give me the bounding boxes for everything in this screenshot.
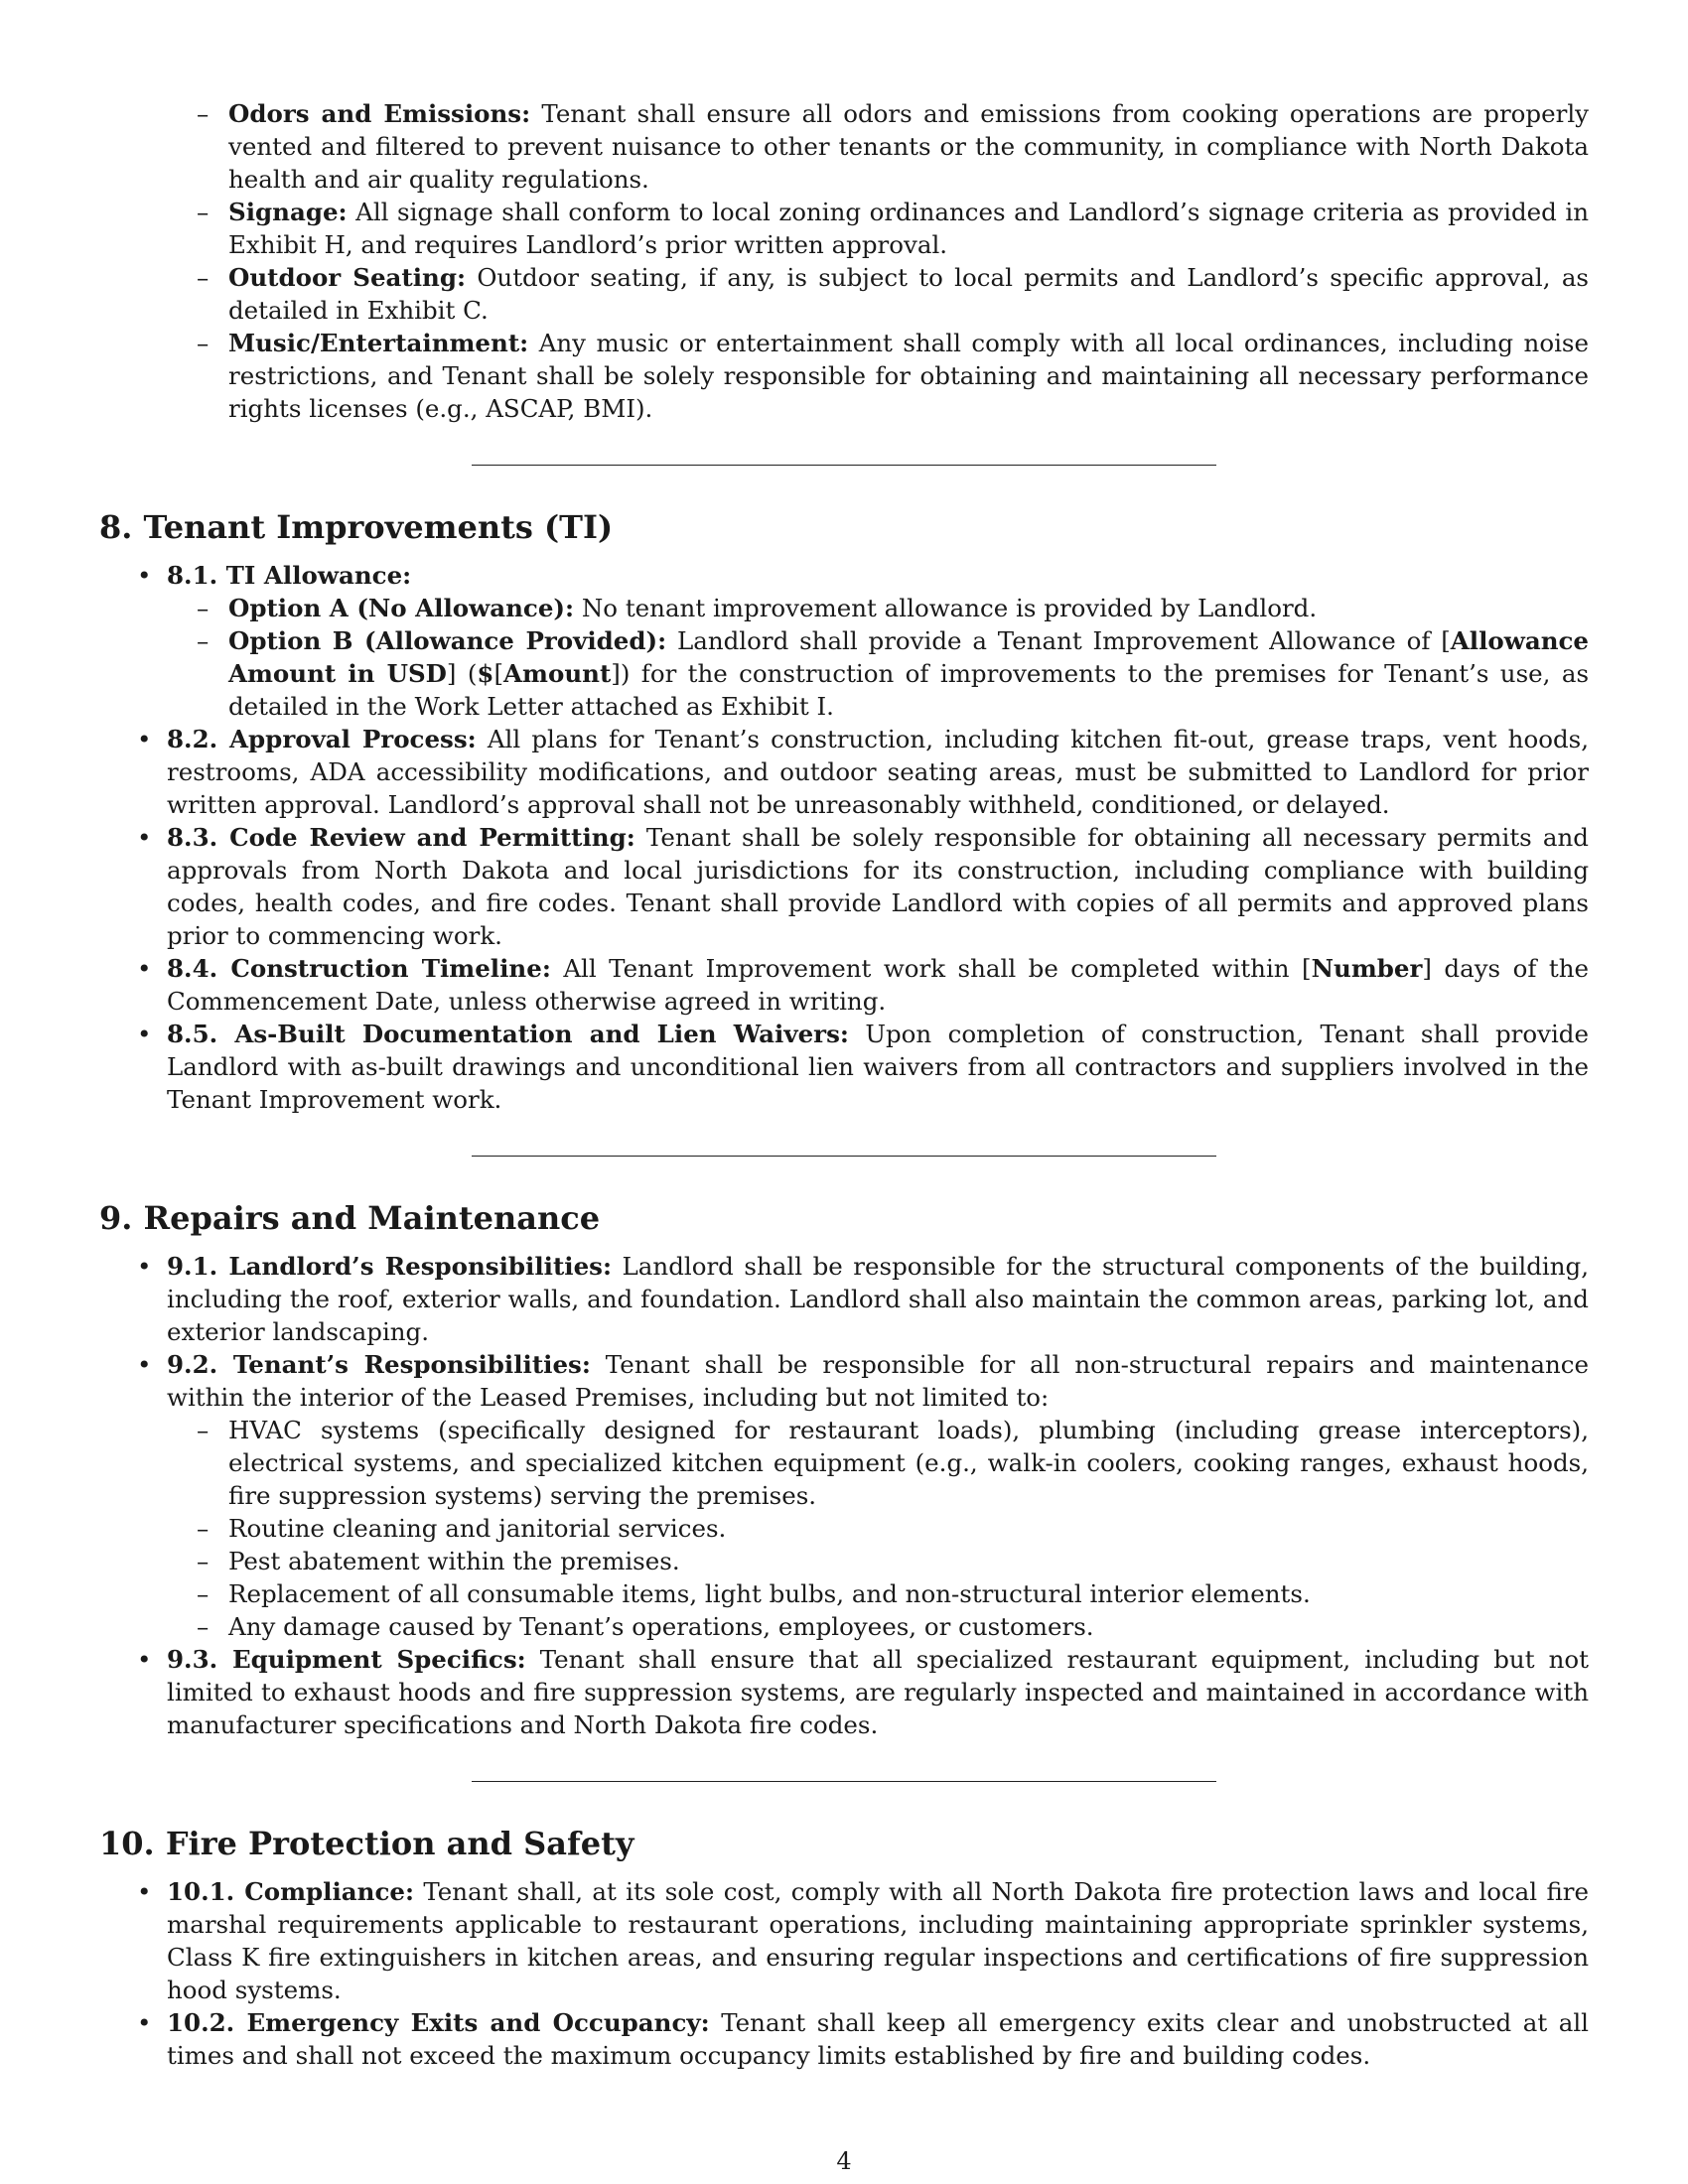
item-text: Tenant shall ensure that all specialized restaurant equipment, including but not limited to exhaust hoods and fire suppression systems, are regularly inspected and maintained in accordance with manufacturer specifications and North Dakota fire codes.: [167, 1645, 1589, 1739]
list-item-8-2: [167, 723, 1589, 821]
item-label: 10.1. Compliance:: [167, 1877, 415, 1906]
item-label: Outdoor Seating:: [228, 263, 467, 292]
list-item-9-3: [167, 1643, 1589, 1741]
list-item-outdoor-seating: [228, 261, 1589, 327]
item-text: Tenant shall be responsible for all non-structural repairs and maintenance within the interior of the Leased Premises, including but not limited to:: [167, 1350, 1589, 1412]
horizontal-rule: [472, 465, 1216, 466]
section7-continued-list: [99, 97, 1589, 425]
item-label: Odors and Emissions:: [228, 99, 531, 128]
item-label: 8.3. Code Review and Permitting:: [167, 823, 635, 852]
item-text: Any music or entertainment shall comply with all local ordinances, including noise restrictions, and Tenant shall be solely responsible for obtaining and maintaining all necessary performance rights licenses (e.g., ASCAP, BMI).: [228, 329, 1589, 423]
list-item-10-1: [167, 1875, 1589, 2006]
item-text: ]) for the construction of improvements to the premises for Tenant’s use, as detailed in the Work Letter attached as Exhibit I.: [228, 659, 1590, 721]
item-label: 8.2. Approval Process:: [167, 725, 477, 753]
item-text: Landlord shall be responsible for the structural components of the building, including the roof, exterior walls, and foundation. Landlord shall also maintain the common areas, parking lot, and exterior landscaping.: [167, 1252, 1589, 1346]
item-label: Music/Entertainment:: [228, 329, 529, 357]
item-text: Tenant shall be solely responsible for obtaining all necessary permits and approvals from North Dakota and local jurisdictions for its construction, including compliance with building codes, health codes, and fire codes. Tenant shall provide Landlord with copies of all permits and approved plans prior to commencing work.: [167, 823, 1589, 950]
section-heading-9: 9. Repairs and Maintenance: [99, 1199, 601, 1237]
item-text: Upon completion of construction, Tenant shall provide Landlord with as-built drawings and unconditional lien waivers from all contractors and suppliers involved in the Tenant Improvement work.: [167, 1020, 1589, 1114]
section10-list: [99, 1875, 1589, 2072]
list-item-pest: – Pest abatement within the premises.: [228, 1545, 1589, 1577]
list-item-8-4: [167, 952, 1589, 1018]
list-item-signage: [228, 196, 1589, 261]
item-text: Landlord shall provide a Tenant Improvement Allowance of [: [666, 626, 1451, 655]
section-heading-8: 8. Tenant Improvements (TI): [99, 508, 614, 546]
item-label: 10.2. Emergency Exits and Occupancy:: [167, 2008, 710, 2037]
list-item-8-5: [167, 1018, 1589, 1116]
item-label: 9.2. Tenant’s Responsibilities:: [167, 1350, 591, 1379]
section9-list: [99, 1250, 1589, 1741]
item-text: All plans for Tenant’s construction, including kitchen fit-out, grease traps, vent hoods, restrooms, ADA accessibility modifications, and outdoor seating areas, must be submitted to Landlord for prior written approval. Landlord’s approval shall not be unreasonably withheld, conditioned, or delayed.: [167, 725, 1589, 819]
item-label: 9.1. Landlord’s Responsibilities:: [167, 1252, 612, 1281]
placeholder-number: Number: [1311, 954, 1423, 983]
section8-list: [99, 559, 1589, 1116]
item-text: ] (: [446, 659, 478, 688]
list-item-option-a: [228, 592, 1589, 624]
list-item-option-b: [228, 624, 1589, 723]
item-label: 8.5. As-Built Documentation and Lien Waivers:: [167, 1020, 849, 1048]
item-label: 9.3. Equipment Specifics:: [167, 1645, 526, 1674]
item-text: Outdoor seating, if any, is subject to local permits and Landlord’s specific approval, as detailed in Exhibit C.: [228, 263, 1589, 325]
item-text: All Tenant Improvement work shall be completed within [: [550, 954, 1312, 983]
item-label: 8.1. TI Allowance:: [167, 561, 412, 590]
page-content: [99, 97, 1589, 2072]
item-text: Tenant shall, at its sole cost, comply with all North Dakota fire protection laws and local fire marshal requirements applicable to restaurant operations, including maintaining appropriate sprinkler systems, Class K fire extinguishers in kitchen areas, and ensuring regular inspections and certifications of fire suppression hood systems.: [167, 1877, 1589, 2004]
section-heading-10: 10. Fire Protection and Safety: [99, 1825, 634, 1862]
ti-options-list: [167, 592, 1589, 723]
list-item-cleaning: – Routine cleaning and janitorial services.: [228, 1512, 1589, 1545]
list-item-replacement: – Replacement of all consumable items, light bulbs, and non-structural interior elements.: [228, 1577, 1589, 1610]
list-item-8-1: [167, 559, 1589, 723]
item-text: Tenant shall keep all emergency exits clear and unobstructed at all times and shall not exceed the maximum occupancy limits established by fire and building codes.: [167, 2008, 1589, 2070]
horizontal-rule: [472, 1781, 1216, 1782]
item-text: All signage shall conform to local zoning ordinances and Landlord’s signage criteria as provided in Exhibit H, and requires Landlord’s prior written approval.: [228, 198, 1589, 259]
list-item-9-1: [167, 1250, 1589, 1348]
item-text: [: [493, 659, 504, 688]
list-item-odors: [228, 97, 1589, 196]
dollar-sign: $: [477, 659, 494, 688]
tenant-responsibilities-list: [167, 1414, 1589, 1643]
list-item-10-2: [167, 2006, 1589, 2072]
horizontal-rule: [472, 1156, 1216, 1157]
list-item-9-2: [167, 1348, 1589, 1643]
item-label: 8.4. Construction Timeline:: [167, 954, 551, 983]
item-label: Option A (No Allowance):: [228, 594, 575, 622]
placeholder-amount: Amount: [503, 659, 612, 688]
item-text: Tenant shall ensure all odors and emissions from cooking operations are properly vented and filtered to prevent nuisance to other tenants or the community, in compliance with North Dakota health and air quality regulations.: [228, 99, 1589, 194]
item-label: Option B (Allowance Provided):: [228, 626, 667, 655]
list-item-music: [228, 327, 1589, 425]
list-item-hvac: – HVAC systems (specifically designed for restaurant loads), plumbing (including grease interceptors), electrical systems, and specialized kitchen equipment (e.g., walk-in coolers, cooking ranges, exhaust hoods, fire suppression systems) serving the premises.: [228, 1414, 1589, 1512]
item-text: No tenant improvement allowance is provided by Landlord.: [574, 594, 1318, 622]
placeholder-allowance: Allowance Amount in USD: [228, 626, 1590, 688]
list-item-damage: – Any damage caused by Tenant’s operations, employees, or customers.: [228, 1610, 1589, 1643]
item-text: ] days of the Commencement Date, unless otherwise agreed in writing.: [167, 954, 1589, 1016]
list-item-8-3: [167, 821, 1589, 952]
item-label: Signage:: [228, 198, 348, 226]
page-number: 4: [836, 2147, 852, 2175]
